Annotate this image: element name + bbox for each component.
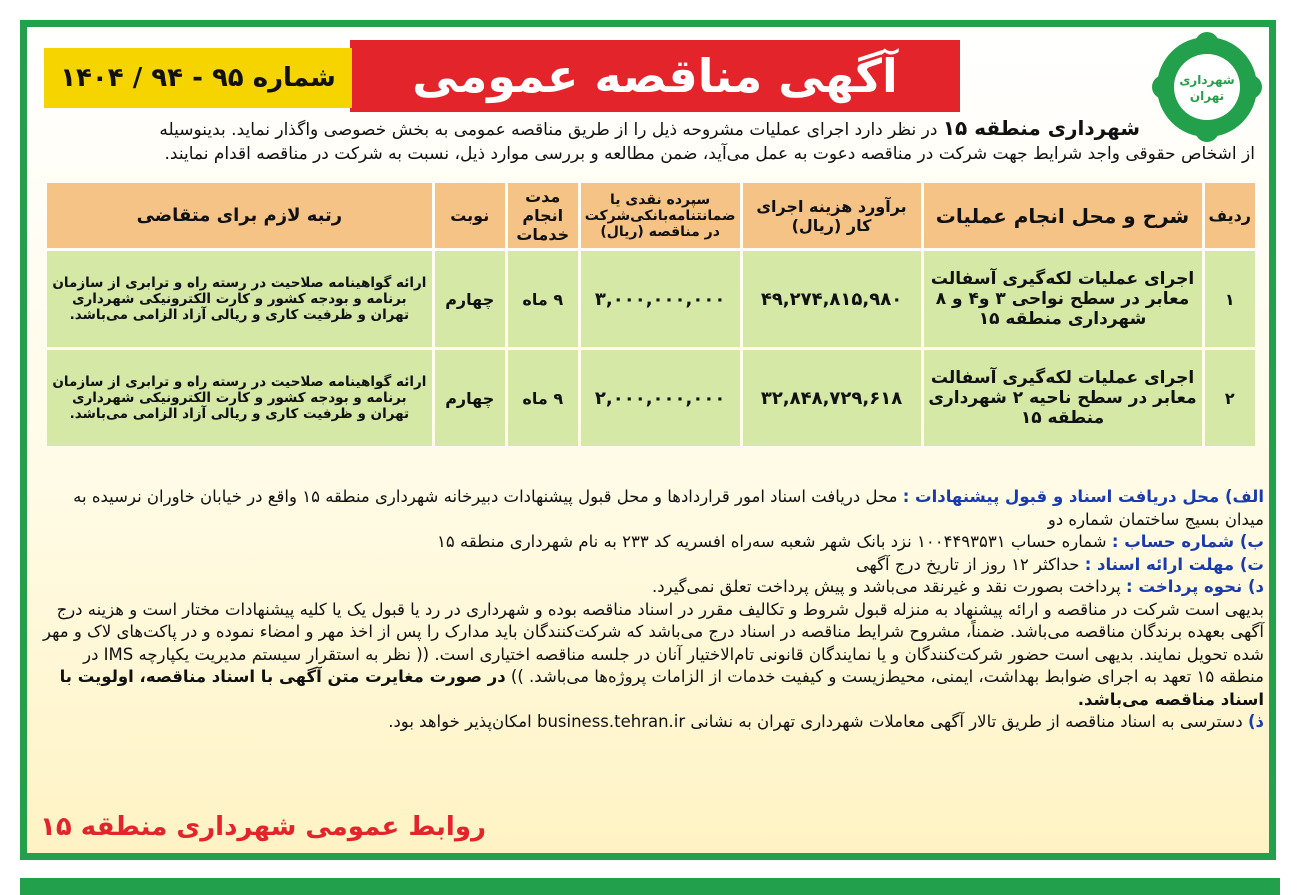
row-duration: ۹ ماه: [508, 350, 578, 446]
intro-line-1: [40, 116, 1140, 142]
row-estimate: ۳۲,۸۴۸,۷۲۹,۶۱۸: [743, 350, 921, 446]
row-estimate: ۴۹,۲۷۴,۸۱۵,۹۸۰: [743, 251, 921, 347]
table-row: [47, 251, 1255, 347]
col-duration: مدت انجام خدمات: [508, 183, 578, 248]
col-deposit: سپرده نقدی یا ضمانتنامه‌بانکی‌شرکت در مناقصه (ریال): [581, 183, 740, 248]
table-row: [47, 350, 1255, 446]
section-e-text: دسترسی به اسناد مناقصه از طریق تالار آگهی معاملات شهرداری تهران به نشانی business.tehran.ir امکان‌پذیر خواهد بود.: [388, 712, 1243, 731]
notice-title: آگهی مناقصه عمومی: [350, 40, 960, 112]
section-c: [40, 554, 1264, 577]
section-b: [40, 531, 1264, 554]
row-deposit: ۲,۰۰۰,۰۰۰,۰۰۰: [581, 350, 740, 446]
row-deposit: ۳,۰۰۰,۰۰۰,۰۰۰: [581, 251, 740, 347]
row-index: ۲: [1205, 350, 1255, 446]
notice-number: شماره ۹۵ - ۹۴ / ۱۴۰۴: [44, 48, 352, 108]
section-e-label: ذ): [1247, 712, 1264, 731]
public-relations-signature: روابط عمومی شهرداری منطقه ۱۵: [40, 812, 486, 842]
priority-text: در صورت مغایرت متن آگهی با اسناد مناقصه، اولویت با اسناد مناقصه می‌باشد.: [59, 667, 1264, 709]
section-a-text: محل دریافت اسناد امور قراردادها و محل قبول پیشنهادات دبیرخانه شهرداری منطقه ۱۵ واقع در خیابان خاوران نرسیده به میدان بسیج ساختمان شماره دو: [73, 487, 1264, 529]
row-rank: ارائه گواهینامه صلاحیت در رسته راه و ترابری از سازمان برنامه و بودجه کشور و کارت الکترونیکی شهرداری تهران و ظرفیت کاری و ریالی آزاد الزامی می‌باشد.: [47, 350, 432, 446]
tehran-municipality-logo: [1152, 32, 1262, 142]
bottom-green-bar: [20, 878, 1280, 895]
col-description: شرح و محل انجام عملیات: [924, 183, 1202, 248]
table-header-row: [47, 183, 1255, 248]
logo-icon: [1152, 32, 1262, 142]
section-d-label: د) نحوه پرداخت :: [1126, 577, 1264, 596]
col-round: نوبت: [435, 183, 505, 248]
logo-text: شهرداری: [1179, 73, 1235, 87]
intro-line-2: از اشخاص حقوقی واجد شرایط جهت شرکت در مناقصه دعوت به عمل می‌آید، ضمن مطالعه و بررسی موارد ذیل، نسبت به شرکت در مناقصه اقدام نمایند.: [164, 144, 1255, 164]
section-a-label: الف) محل دریافت اسناد و قبول پیشنهادات :: [902, 487, 1264, 506]
row-round: چهارم: [435, 251, 505, 347]
section-b-label: ب) شماره حساب :: [1111, 532, 1264, 551]
section-c-text: حداکثر ۱۲ روز از تاریخ درج آگهی: [855, 554, 1080, 574]
section-c-label: ت) مهلت ارائه اسناد :: [1084, 554, 1264, 574]
section-body: [40, 599, 1264, 712]
intro-text-1: در نظر دارد اجرای عملیات مشروحه ذیل را از طریق مناقصه عمومی به بخش خصوصی واگذار نماید. بدینوسیله: [159, 120, 938, 140]
row-index: ۱: [1205, 251, 1255, 347]
row-duration: ۹ ماه: [508, 251, 578, 347]
organization-name: شهرداری منطقه ۱۵: [942, 116, 1140, 140]
section-a: [40, 486, 1264, 531]
section-d-text: پرداخت بصورت نقد و غیرنقد می‌باشد و پیش پرداخت تعلق نمی‌گیرد.: [652, 577, 1121, 596]
svg-text:تهران: تهران: [1189, 89, 1225, 103]
col-estimate: برآورد هزینه اجرای کار (ریال): [743, 183, 921, 248]
body-text: بدیهی است شرکت در مناقصه و ارائه پیشنهاد به منزله قبول شروط و تکالیف مقرر در اسناد مناقصه بوده و شهرداری در رد یا قبول یک یا کلیه پیشنهادات مختار است و هزینه درج آگهی بعهده برندگان مناقصه می‌باشد. ضمناً، مشروح شرایط مناقصه در اسناد درج می‌باشد که شرکت‌کنندگان باید مدارک را پس از اخذ مهر و امضاء نموده و در پاکت‌های لاک و مهر شده تحویل نمایند. بدیهی است حضور شرکت‌کنندگان و یا نمایندگان قانونی تام‌الاختیار آنان در جلسه مناقصه اختیاری است. (( نظر به استقرار سیستم مدیریت یکپارچه IMS در منطقه ۱۵ تعهد به اجرای ضوابط بهداشت، ایمنی، محیط‌زیست و کیفیت خدمات از الزامات پروژه‌ها می‌باشد. )): [43, 599, 1264, 686]
section-e: [40, 711, 1264, 734]
row-description: اجرای عملیات لکه‌گیری آسفالت معابر در سطح ناحیه ۲ شهرداری منطقه ۱۵: [924, 350, 1202, 446]
section-b-text: شماره حساب ۱۰۰۴۴۹۳۵۳۱ نزد بانک شهر شعبه سه‌راه افسریه کد ۲۳۳ به نام شهرداری منطقه ۱۵: [437, 532, 1107, 551]
row-description: اجرای عملیات لکه‌گیری آسفالت معابر در سطح نواحی ۳ و۴ و ۸ شهرداری منطقه ۱۵: [924, 251, 1202, 347]
col-index: ردیف: [1205, 183, 1255, 248]
row-rank: ارائه گواهینامه صلاحیت در رسته راه و ترابری از سازمان برنامه و بودجه کشور و کارت الکترونیکی شهرداری تهران و ظرفیت کاری و ریالی آزاد الزامی می‌باشد.: [47, 251, 432, 347]
col-rank: رتبه لازم برای متقاضی: [47, 183, 432, 248]
row-round: چهارم: [435, 350, 505, 446]
notice-sections: [40, 486, 1264, 734]
section-d: [40, 576, 1264, 599]
tender-table: [44, 180, 1258, 449]
